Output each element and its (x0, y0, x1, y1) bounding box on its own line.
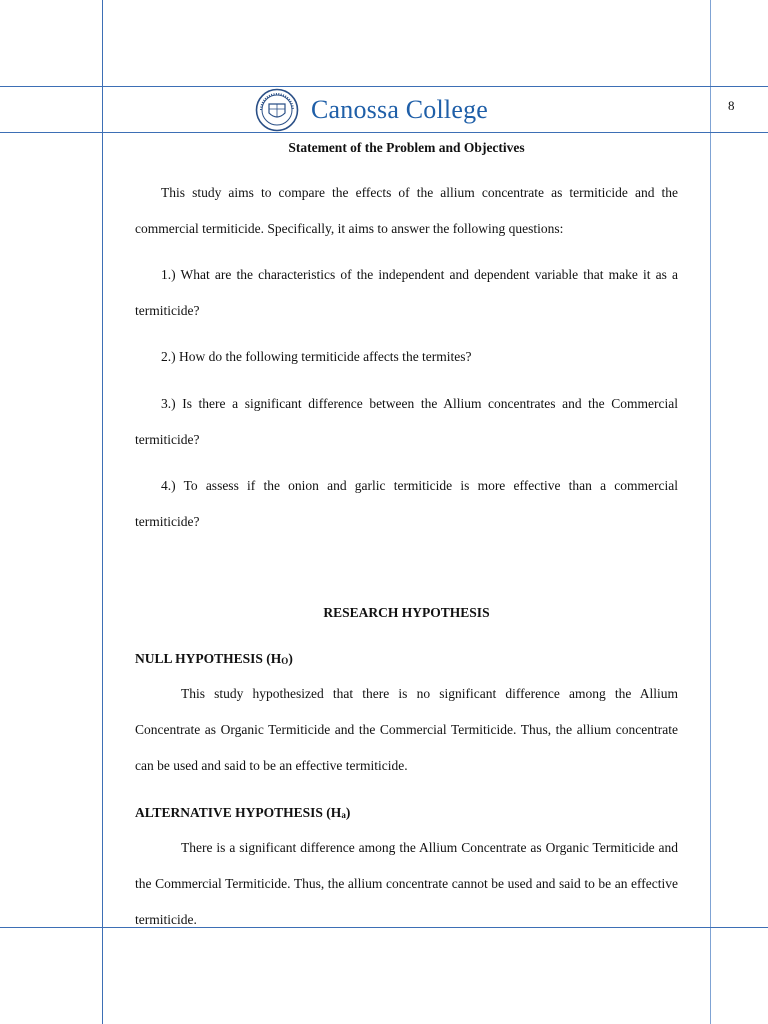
question-3: 3.) Is there a significant difference between the Allium concentrates and the Commercial termiticide? (135, 396, 678, 447)
research-hypothesis-title: RESEARCH HYPOTHESIS (323, 605, 490, 620)
alternative-subscript: a (341, 810, 346, 820)
college-name: Canossa College (311, 95, 489, 124)
page-header (255, 88, 488, 132)
null-hypothesis-text: This study hypothesized that there is no significant difference among the Allium Concentrate as Organic Termiticide and the Commercial Termiticide. Thus, the allium concentrate can be used and said to be an effective termiticide. (135, 686, 678, 773)
alternative-hypothesis-text: There is a significant difference among the Allium Concentrate as Organic Termiticide and the Commercial Termiticide. Thus, the allium concentrate cannot be used and said to be an effective termiticide. (135, 840, 678, 927)
null-subscript: O (281, 656, 289, 666)
left-margin-line (102, 0, 103, 1024)
null-hypothesis-heading: NULL HYPOTHESIS (HO) (135, 651, 293, 666)
question-1: 1.) What are the characteristics of the independent and dependent variable that make it as a termiticide? (135, 267, 678, 318)
college-seal-icon (255, 88, 299, 132)
section-title: Statement of the Problem and Objectives (288, 140, 525, 155)
question-4: 4.) To assess if the onion and garlic termiticide is more effective than a commercial termiticide? (135, 478, 678, 529)
header-bottom-rule (0, 132, 768, 133)
alternative-hypothesis-heading: ALTERNATIVE HYPOTHESIS (Ha) (135, 805, 351, 820)
page-number: 8 (728, 98, 735, 113)
question-2: 2.) How do the following termiticide affects the termites? (161, 349, 472, 364)
top-header-rule (0, 86, 768, 87)
intro-paragraph: This study aims to compare the effects of the allium concentrate as termiticide and the commercial termiticide. Specifically, it aims to answer the following questions: (135, 185, 678, 236)
right-margin-line (710, 0, 711, 1024)
